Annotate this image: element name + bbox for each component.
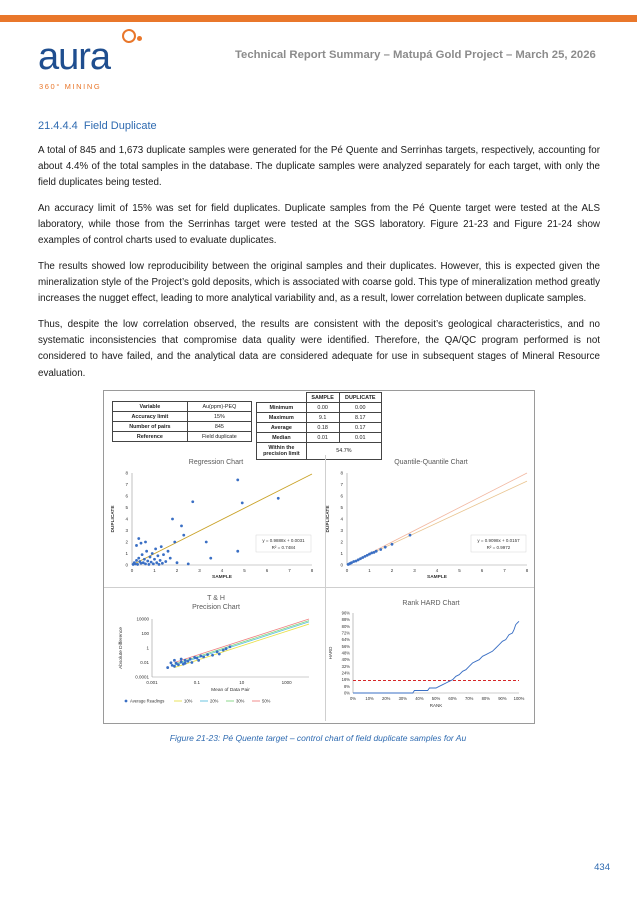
x-axis-label: RANK [429, 703, 443, 708]
company-logo [38, 36, 148, 91]
table-cell: 8.17 [339, 413, 381, 423]
data-point [236, 479, 239, 482]
x-tick-label: 3 [413, 568, 416, 573]
logo-subtext: 360° MINING [39, 82, 102, 91]
table-cell: Number of pairs [113, 422, 188, 432]
table-cell: Au(ppm)-PEQ [187, 402, 251, 412]
data-point [187, 562, 190, 565]
y-tick-label: 32% [341, 663, 350, 669]
data-point [173, 541, 176, 544]
y-tick-label: 10000 [136, 616, 149, 622]
y-tick-label: 2 [125, 539, 128, 545]
data-point [141, 553, 144, 556]
summary-table [112, 401, 252, 442]
panel-divider-vertical [325, 455, 326, 721]
data-point [176, 561, 179, 564]
y-tick-label: 4 [125, 516, 128, 522]
data-point [153, 558, 156, 561]
x-tick-label: 20% [382, 696, 391, 701]
y-tick-label: 1 [146, 645, 149, 651]
table-row [257, 393, 382, 403]
table-cell: 15% [187, 412, 251, 422]
data-point [140, 542, 143, 545]
rank-hard-chart [319, 589, 534, 721]
data-point [161, 562, 164, 565]
data-point [189, 658, 192, 661]
regression-chart [104, 455, 319, 585]
x-tick-label: 5 [458, 568, 461, 573]
data-point [149, 556, 152, 559]
data-point [173, 659, 176, 662]
y-tick-label: 24% [341, 670, 350, 676]
table-cell: Minimum [257, 403, 307, 413]
x-tick-label: 30% [398, 696, 407, 701]
data-point [169, 557, 172, 560]
data-point [384, 546, 387, 549]
section-heading [38, 120, 157, 132]
within-label-line2: precision limit [263, 451, 300, 457]
x-tick-label: 4 [435, 568, 439, 573]
y-tick-label: 8 [340, 470, 343, 476]
y-tick-label: 1 [125, 551, 128, 556]
x-tick-label: 90% [498, 696, 507, 701]
data-point [391, 543, 394, 546]
y-tick-label: 96% [341, 610, 350, 616]
y-tick-label: 0.0001 [135, 674, 149, 680]
y-tick-label: 8% [343, 683, 350, 689]
data-point [218, 653, 221, 656]
within-label-line1: Within the [268, 445, 295, 451]
data-point [144, 541, 147, 544]
trend-equation: y = 0.9888x + 0.0031 [262, 538, 305, 543]
y-tick-label: 0 [125, 562, 128, 568]
hard-series-line [353, 621, 519, 693]
table-cell: Variable [113, 402, 188, 412]
y-tick-label: 8 [125, 470, 128, 476]
y-tick-label: 5 [125, 505, 128, 510]
data-point [241, 502, 244, 505]
data-point [180, 525, 183, 528]
y-axis-label: DUPLICATE [326, 505, 331, 533]
x-axis-label: SAMPLE [427, 575, 447, 580]
data-point [160, 545, 163, 548]
report-header-title: Technical Report Summary – Matupá Gold Project – March 25, 2026 [235, 49, 596, 61]
y-tick-label: 0% [343, 690, 350, 696]
data-point [154, 548, 157, 551]
y-tick-label: 100 [141, 631, 149, 636]
data-point [375, 550, 378, 553]
y-tick-label: 0 [340, 562, 343, 568]
stats-table [256, 392, 382, 460]
data-point [137, 557, 140, 560]
data-point [158, 563, 161, 566]
data-point [177, 663, 180, 666]
x-tick-label: 7 [503, 568, 506, 573]
x-tick-label: 40% [415, 696, 424, 701]
trend-r-squared: R² = 0.9972 [486, 545, 511, 550]
legend-label: 20% [210, 698, 219, 704]
page-number: 434 [594, 862, 610, 873]
y-tick-label: 48% [341, 650, 350, 656]
y-tick-label: 7 [340, 482, 343, 487]
data-point [205, 541, 208, 544]
table-row [257, 433, 382, 443]
y-tick-label: 2 [340, 539, 343, 545]
table-cell: 0.00 [306, 403, 339, 413]
table-cell: 0.18 [306, 423, 339, 433]
x-tick-label: 50% [431, 696, 441, 701]
x-axis-label: Mean of Data Pair [211, 688, 250, 693]
table-row [113, 412, 252, 422]
data-point [166, 666, 169, 669]
data-point [152, 562, 155, 565]
x-tick-label: 2 [390, 568, 394, 573]
data-point [170, 661, 173, 664]
chart-title: Quantile-Quantile Chart [394, 459, 468, 466]
y-tick-label: 3 [340, 528, 343, 533]
y-axis-label: HARD [328, 646, 333, 660]
y-tick-label: 1 [340, 551, 343, 556]
data-point [216, 650, 219, 653]
trend-r-squared: R² = 0.7484 [271, 545, 296, 550]
x-tick-label: 1000 [281, 680, 292, 685]
y-tick-label: 7 [125, 482, 128, 487]
data-point [182, 534, 185, 537]
y-tick-label: 5 [340, 505, 343, 510]
data-point [147, 563, 150, 566]
legend-label: 50% [262, 698, 271, 704]
data-point [211, 654, 214, 657]
x-tick-label: 2 [175, 568, 179, 573]
data-point [184, 662, 187, 665]
legend-label: 30% [236, 698, 245, 704]
data-point [136, 563, 139, 566]
paragraph-2: An accuracy limit of 15% was set for field duplicates. Duplicate samples from the Pé Quente target were tested at the ALS laboratory, while those from the Serrinhas target were tested at the SGS laboratory. Figure 21-23 and Figure 21-24 show examples of control charts used to evaluate duplicates. [38, 203, 600, 247]
table-cell: 9.1 [306, 413, 339, 423]
data-point [202, 655, 205, 658]
y-tick-label: 6 [125, 493, 128, 499]
control-chart-figure [103, 390, 535, 724]
logo-ring-icon [122, 29, 136, 43]
data-point [167, 550, 170, 553]
data-point [180, 661, 183, 664]
x-tick-label: 8 [310, 568, 314, 573]
y-tick-label: 16% [341, 677, 350, 683]
chart-title-line1: T & H [207, 595, 225, 602]
table-cell: 0.01 [306, 433, 339, 443]
legend-marker [125, 700, 128, 703]
precision-line [174, 624, 309, 668]
data-point [171, 518, 174, 521]
y-tick-label: 0.01 [140, 660, 149, 665]
x-tick-label: 5 [243, 568, 246, 573]
table-cell: Median [257, 433, 307, 443]
y-tick-label: 72% [341, 630, 350, 636]
section-number: 21.4.4.4 [38, 120, 78, 132]
data-point [146, 560, 149, 563]
table-cell: Maximum [257, 413, 307, 423]
x-tick-label: 1 [153, 568, 156, 573]
paragraph-1: A total of 845 and 1,673 duplicate samples were generated for the Pé Quente and Serrinhas targets, respectively, accounting for about 4.4% of the total samples in the database. The duplicate samples were analyzed separately for each target, with only the field duplicates being tested. [38, 145, 600, 189]
data-point [180, 658, 183, 661]
data-point [162, 553, 165, 556]
data-point [225, 647, 228, 650]
table-row [113, 402, 252, 412]
data-point [222, 649, 225, 652]
section-title: Field Duplicate [83, 120, 157, 132]
x-tick-label: 0.001 [146, 680, 158, 685]
x-tick-label: 6 [480, 568, 484, 573]
x-tick-label: 4 [220, 568, 224, 573]
data-point [143, 558, 146, 561]
x-tick-label: 8 [525, 568, 529, 573]
x-tick-label: 0 [345, 568, 349, 573]
precision-line [174, 619, 309, 663]
data-point [191, 500, 194, 503]
x-tick-label: 0% [349, 696, 357, 701]
x-tick-label: 7 [288, 568, 291, 573]
th-precision-chart [104, 589, 319, 721]
x-tick-label: 0.1 [193, 680, 200, 685]
column-header: DUPLICATE [339, 393, 381, 403]
column-header: SAMPLE [306, 393, 339, 403]
table-cell: 0.01 [339, 433, 381, 443]
data-point [206, 653, 209, 656]
table-cell: Average [257, 423, 307, 433]
data-point [209, 557, 212, 560]
table-cell: Reference [113, 432, 188, 442]
table-cell: Accuracy limit [113, 412, 188, 422]
precision-line [174, 622, 309, 666]
chart-title: Rank HARD Chart [402, 600, 460, 607]
y-tick-label: 3 [125, 528, 128, 533]
trend-equation: y = 0.9098x + 0.0157 [477, 538, 520, 543]
data-point [197, 659, 200, 662]
y-axis-label: Absolute Difference [119, 627, 124, 669]
legend-label: Average Readings [130, 698, 165, 704]
x-tick-label: 0 [130, 568, 134, 573]
x-tick-label: 1 [368, 568, 371, 573]
data-point [379, 548, 382, 551]
y-tick-label: 6 [340, 493, 343, 499]
y-tick-label: 40% [341, 657, 350, 663]
data-point [195, 657, 198, 660]
table-cell: 845 [187, 422, 251, 432]
data-point [164, 560, 167, 563]
data-point [173, 665, 176, 668]
data-point [409, 534, 412, 537]
y-tick-label: 4 [340, 516, 343, 522]
data-point [144, 562, 147, 565]
logo-dot-icon [137, 36, 142, 41]
table-cell: 0.17 [339, 423, 381, 433]
y-tick-label: 64% [341, 637, 350, 643]
chart-title: Regression Chart [188, 459, 244, 466]
x-tick-label: 10% [365, 696, 374, 701]
data-point [155, 561, 158, 564]
table-cell: Field duplicate [187, 432, 251, 442]
x-tick-label: 80% [481, 696, 490, 701]
x-tick-label: 3 [198, 568, 201, 573]
data-point [187, 660, 190, 663]
logo-wordmark: aura [38, 36, 111, 78]
data-point [190, 661, 193, 664]
table-cell: 0.00 [339, 403, 381, 413]
data-point [184, 659, 187, 662]
figure-caption: Figure 21-23: Pé Quente target – control chart of field duplicate samples for Au [169, 733, 467, 743]
data-point [236, 550, 239, 553]
data-point [137, 537, 140, 540]
quantile-quantile-chart [319, 455, 534, 585]
table-row [257, 413, 382, 423]
x-tick-label: 60% [448, 696, 457, 701]
y-tick-label: 88% [341, 617, 350, 623]
data-point [199, 655, 202, 658]
table-row [113, 432, 252, 442]
panel-divider-horizontal [104, 587, 534, 588]
table-row [113, 422, 252, 432]
data-point [150, 561, 153, 564]
x-tick-label: 100% [513, 696, 525, 701]
data-point [145, 550, 148, 553]
y-tick-label: 56% [341, 643, 350, 649]
table-row [257, 403, 382, 413]
table-cell: 54.7% [306, 443, 381, 460]
legend-label: 10% [184, 698, 193, 704]
data-point [159, 559, 162, 562]
data-point [151, 552, 154, 555]
x-tick-label: 10 [239, 680, 245, 685]
x-tick-label: 70% [465, 696, 474, 701]
y-axis-label: DUPLICATE [111, 505, 116, 533]
data-point [156, 554, 159, 557]
data-point [277, 497, 280, 500]
table-row [257, 423, 382, 433]
x-tick-label: 6 [265, 568, 269, 573]
data-point [229, 645, 232, 648]
chart-title-line2: Precision Chart [192, 604, 240, 611]
y-tick-label: 80% [341, 623, 350, 629]
data-point [135, 544, 138, 547]
header-accent-bar [0, 15, 637, 22]
paragraph-4: Thus, despite the low correlation observed, the results are consistent with the deposit’s geological characteristics, and no systematic inconsistencies that compromise data quality were identified. Therefore, the QA/QC program performed is not considered to have failed, and the analytical data are considered adequate for use in subsequent stages of Mineral Resource evaluation. [38, 319, 600, 379]
paragraph-3: The results showed low reproducibility between the original samples and their duplicates. However, this is expected given the mineralization style of the Project’s gold deposits, which is associated with coarse gold. This type of mineralization method greatly increases the nugget effect, leading to more analytical variability and, as a result, lower correlation between duplicate samples. [38, 261, 600, 305]
x-axis-label: SAMPLE [212, 575, 232, 580]
data-point [135, 559, 138, 562]
